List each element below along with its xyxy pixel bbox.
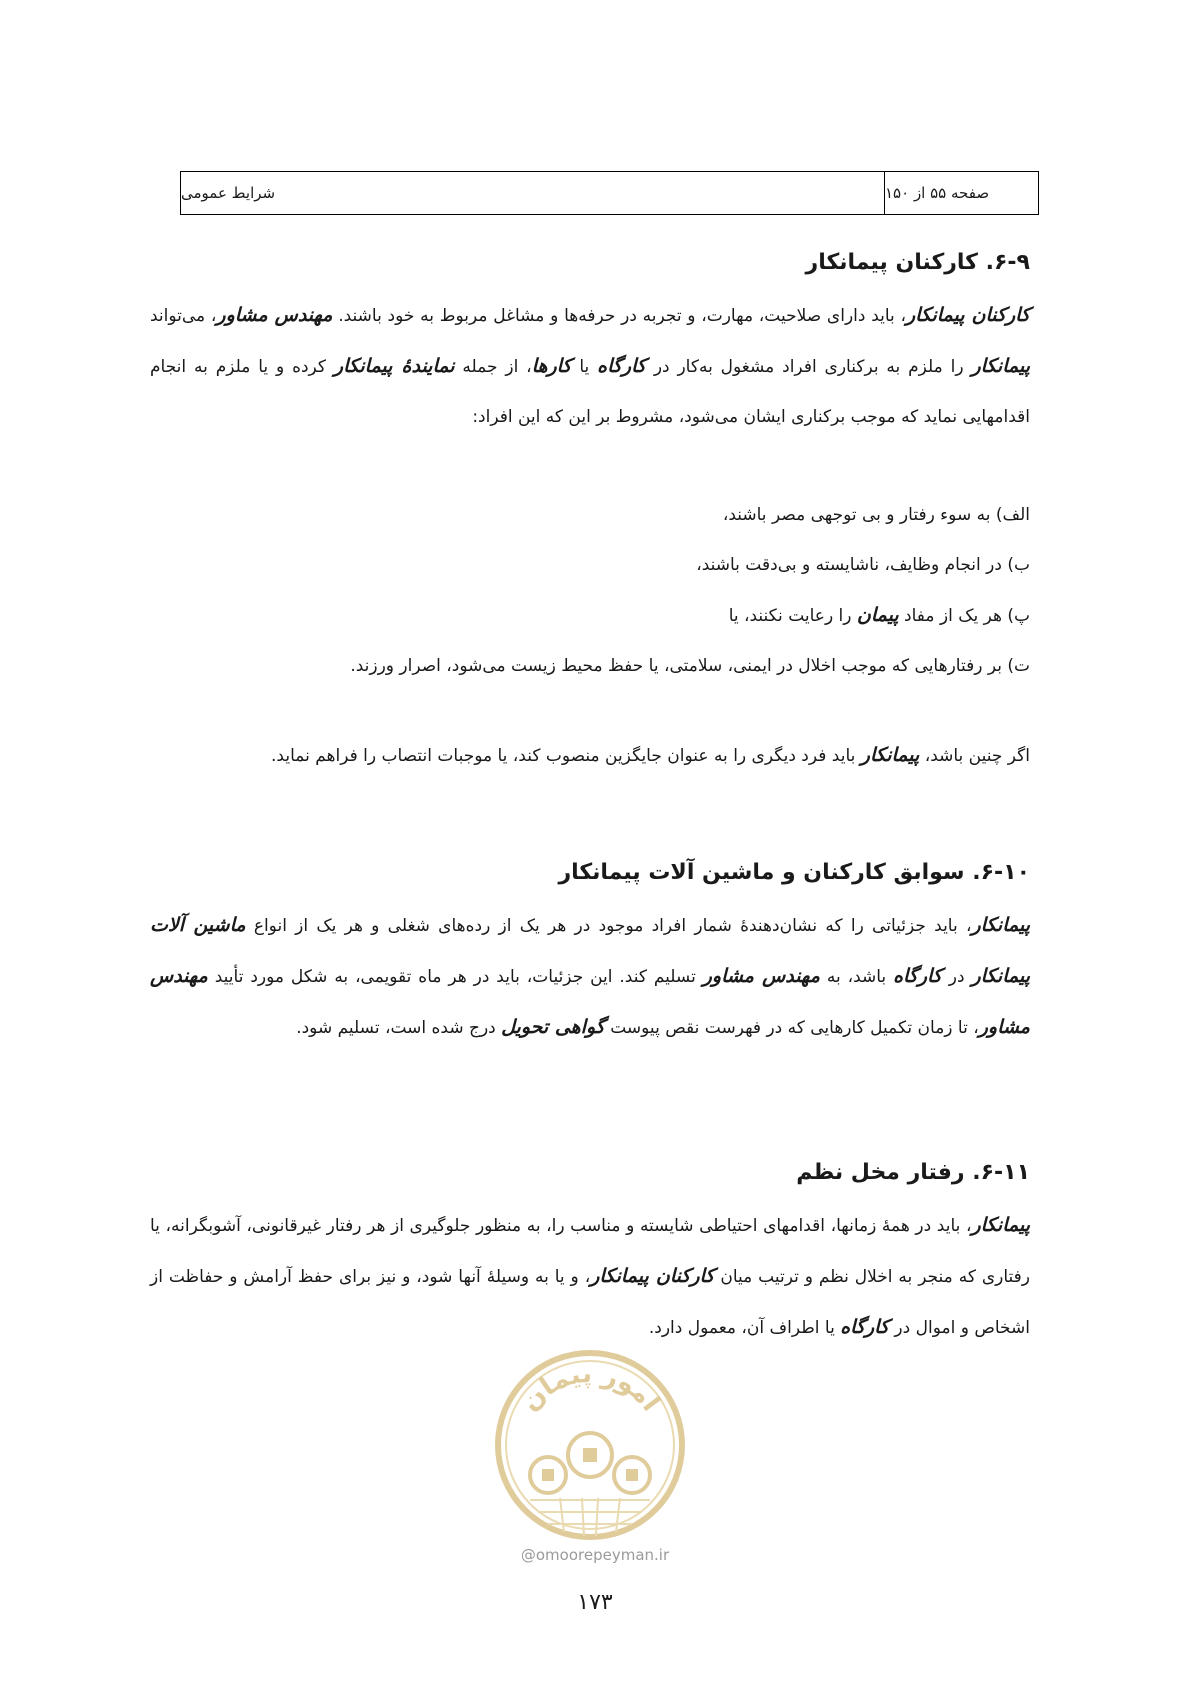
list-item: پ) هر یک از مفاد پیمان را رعایت نکنند، یا [728, 604, 1030, 626]
section-6-9-list [150, 490, 1030, 691]
emphasized-term: مهندس مشاور [150, 965, 1030, 1038]
section-6-10 [150, 860, 1030, 885]
emphasized-term: کارگاه [597, 355, 646, 377]
header-document-title: شرایط عمومی [181, 172, 885, 214]
list-item: الف) به سوء رفتار و بی توجهی مصر باشند، [722, 505, 1030, 525]
section-paragraph: پیمانکار، باید در همۀ زمانها، اقدامهای احتیاطی شایسته و مناسب را، به منظور جلوگیری از هر رفتار غیرقانونی، آشوبگرانه، یا رفتاری که منجر به اخلال نظم و ترتیب میان کارکنان پیمانکار، و یا به وسیلۀ آنها شود، و نیز برای حفظ آرامش و حفاظت از اشخاص و اموال در کارگاه یا اطراف آن، معمول دارد. [150, 1214, 1031, 1338]
list-item: ت) بر رفتارهایی که موجب اخلال در ایمنی، سلامتی، یا حفظ محیط زیست می‌شود، اصرار ورزند. [350, 656, 1030, 676]
section-title: ۶-۹. کارکنان پیمانکار [805, 250, 1030, 275]
emphasized-term: کارکنان پیمانکار [590, 1265, 715, 1287]
emphasized-term: کارگاه [840, 1316, 890, 1338]
page-header-box [180, 171, 1039, 215]
section-paragraph: کارکنان پیمانکار، باید دارای صلاحیت، مهارت، و تجربه در حرفه‌ها و مشاغل مربوط به خود باشند. مهندس مشاور، می‌تواند پیمانکار را ملزم به برکناری افراد مشغول به‌کار در کارگاه یا کارها، از جمله نمایندۀ پیمانکار کرده و یا ملزم به انجام اقدامهایی نماید که موجب برکناری ایشان می‌شود، مشروط بر این که این افراد: [150, 304, 1031, 427]
section-title: ۶-۱۱. رفتار مخل نظم [796, 1160, 1030, 1185]
section-paragraph: پیمانکار، باید جزئیاتی را که نشان‌دهندۀ شمار افراد موجود در هر یک از رده‌های شغلی و هر یک از انواع ماشین آلات پیمانکار در کارگاه باشد، به مهندس مشاور تسلیم کند. این جزئیات، باید در هر ماه تقویمی، به شکل مورد تأیید مهندس مشاور، تا زمان تکمیل کارهایی که در فهرست نقص پیوست گواهی تحویل درج شده است، تسلیم شود. [150, 914, 1031, 1038]
section-6-9-body [150, 290, 1030, 442]
emphasized-term: پیمانکار [971, 914, 1031, 936]
section-title: ۶-۱۰. سوابق کارکنان و ماشین آلات پیمانکار [558, 860, 1030, 885]
emphasized-term: ماشین آلات پیمانکار [150, 914, 1031, 987]
section-6-11-body [150, 1200, 1030, 1353]
emphasized-term: گواهی تحویل [501, 1016, 605, 1038]
section-6-9 [150, 250, 1030, 275]
watermark-logo-icon [490, 1340, 690, 1560]
watermark-url: @omoorepeyman.ir [520, 1546, 670, 1564]
section-6-9-closing [150, 730, 1030, 781]
page-number: ۱۷۳ [577, 1590, 613, 1615]
emphasized-term: کارکنان پیمانکار [906, 304, 1031, 326]
list-item: ب) در انجام وظایف، ناشایسته و بی‌دقت باشند، [696, 555, 1030, 575]
section-6-10-body [150, 900, 1030, 1053]
emphasized-term: مهندس مشاور [702, 965, 820, 987]
emphasized-term: پیمان [856, 604, 899, 626]
emphasized-term: کارگاه [893, 965, 942, 987]
svg-text:امور پیمان: امور پیمان [515, 1358, 666, 1418]
emphasized-term: پیمانکار [971, 1214, 1030, 1236]
emphasized-term: کارها [531, 355, 572, 377]
emphasized-term: نمایندۀ پیمانکار [333, 355, 455, 377]
header-page-counter: صفحه ۵۵ از ۱۵۰ [885, 184, 990, 202]
emphasized-term: پیمانکار [860, 744, 920, 766]
emphasized-term: مهندس مشاور [216, 304, 333, 326]
section-6-11 [150, 1160, 1030, 1185]
emphasized-term: پیمانکار [971, 355, 1030, 377]
closing-paragraph: اگر چنین باشد، پیمانکار باید فرد دیگری را به عنوان جایگزین منصوب کند، یا موجبات انتصاب را فراهم نماید. [271, 744, 1030, 766]
